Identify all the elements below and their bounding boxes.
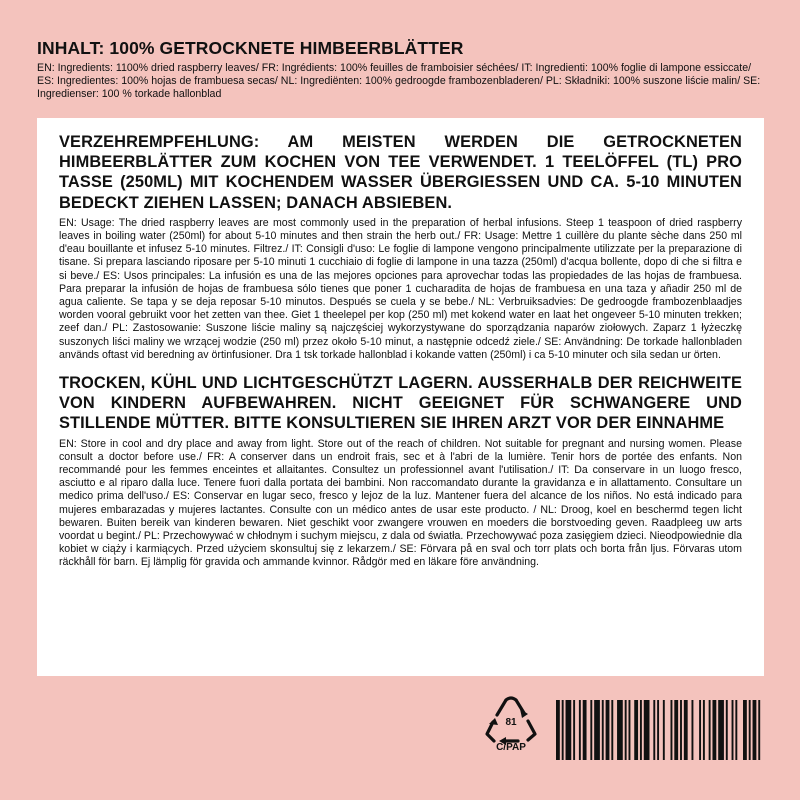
barcode-bar (579, 700, 581, 760)
instructions-card (37, 118, 764, 676)
barcode-bar (625, 700, 627, 760)
barcode-bar (709, 700, 711, 760)
barcode-bar (732, 700, 734, 760)
barcode-bar (611, 700, 613, 760)
barcode-bar (684, 700, 688, 760)
barcode-bar (634, 700, 638, 760)
barcode-bar (594, 700, 600, 760)
barcode-bar (644, 700, 650, 760)
usage-heading: VERZEHREMPFEHLUNG: AM MEISTEN WERDEN DIE GETROCKNETEN HIMBEERBLÄTTER ZUM KOCHEN VON TEE VERWENDET. 1 TEELÖFFEL (TL) PRO TASSE (250ML) MIT KOCHENDEM WASSER ÜBERGIESSEN UND CA. 5-10 MINUTEN BEDECKT ZIEHEN LASSEN; DANACH ABSIEBEN. (59, 133, 742, 212)
barcode-bar (653, 700, 655, 760)
barcode-bar (671, 700, 673, 760)
barcode-bar (602, 700, 604, 760)
barcode-bar (735, 700, 737, 760)
barcode-bar (749, 700, 751, 760)
ingredients-translations: EN: Ingredients: 1100% dried raspberry leaves/ FR: Ingrédients: 100% feuilles de framboisier séchées/ IT: Ingredienti: 100% foglie di lampone essiccate/ ES: Ingredientes: 100% hojas de frambuesa secas/ NL: Ingrediënten: 100% gedroogde frambozenbladeren/ PL: Składniki: 100% suszone liście malin/ SE: Ingredienser: 100 % torkade hallonblad (37, 62, 761, 101)
ingredients-title: INHALT: 100% GETROCKNETE HIMBEERBLÄTTER (37, 38, 464, 58)
usage-translations: EN: Usage: The dried raspberry leaves are most commonly used in the preparation of herbal infusions. Steep 1 teaspoon of dried raspberry leaves in boiling water (250ml) for about 5-10 minutes and then strain the herb out./ FR: Usage: Mettre 1 cuillère du plante sèche dans 250 ml d'eau bouillante et infusez 5-10 minutes. Filtrez./ IT: Consigli d'uso: Le foglie di lampone vengono principalmente utilizzate per la preparazione di tisane. Si prepara lasciando riposare per 5-10 minuti 1 cucchiaio di foglie di lampone in una tazza (250ml) d'acqua bollente, dopo di che si filtra e si beve./ ES: Usos principales: La infusión es una de las mejores opciones para aprovechar todas las propiedades de las hojas de frambuesa. Para preparar la infusión de hojas de frambuesa sólo tienes que poner 1 cucharadita de hojas de frambuesa en una taza y añadir 250 ml de agua caliente. Se tapa y se deja reposar 5-10 minutos. Después se cuela y se bebe./ NL: Verbruiksadvies: De gedroogde frambozenblaadjes worden vooral gebruikt voor het zetten van thee. Giet 1 theelepel per kop (250 ml) met kokend water en laat het ongeveer 5-10 minuten trekken; zeef dan./ PL: Zastosowanie: Suszone liście maliny są najczęściej wykorzystywane do sporządzania naparów ziołowych. Zaparz 1 łyżeczkę suszonych liści maliny we wrzącej wodzie (250 ml) przez około 5-10 minut, a następnie odcedź ziele./ SE: Användning: De torkade hallonbladen används oftast vid beredning av örtinfusioner. Dra 1 tsk torkade hallonblad i kokande vatten (250ml) i ca 5-10 minuter och sila sedan ur örten. (59, 216, 742, 361)
barcode-bar (674, 700, 678, 760)
storage-translations: EN: Store in cool and dry place and away from light. Store out of the reach of children. Not suitable for pregnant and nursing women. Please consult a doctor before use./ FR: A conserver dans un endroit frais, sec et à l'abri de la lumière. Tenir hors de portée des enfants. Non recommandé pour les femmes enceintes et allaitantes. Consultez un professionnel avant l'utilisation./ IT: Da conservare in un luogo fresco, asciutto e al riparo dalla luce. Tenere fuori dalla portata dei bambini. Non raccomandato durante la gravidanza e in allattamento. Consultare un medico prima dell'uso./ ES: Conservar en lugar seco, fresco y lejoz de la luz. Mantener fuera del alcance de los niños. No está indicado para mujeres embarazadas y mujeres lactantes. Consulte con un médico antes de usar este producto. / NL: Droog, koel en beschermd tegen licht bewaren. Buiten bereik van kinderen bewaren. Niet geschikt voor zwangere vrouwen en moeders die borstvoeding geven. Raadpleeg uw arts voordat u begint./ PL: Przechowywać w chłodnym i suchym miejscu, z dala od światła. Przechowywać poza zasięgiem dzieci. Nieodpowiednie dla kobiet w ciąży i karmiących. Przed użyciem skonsultuj się z lekarzem./ SE: Förvara på en sval och torr plats och borta från ljus. Förvaras utom räckhåll för barn. Ej lämplig för gravida och ammande kvinnor. Rådgör med en läkare före användning. (59, 437, 742, 569)
barcode-bar (712, 700, 716, 760)
recycle-number: 81 (505, 717, 517, 728)
barcode-bar (617, 700, 623, 760)
barcode-bar (718, 700, 724, 760)
barcode-bar (562, 700, 564, 760)
barcode-bar (743, 700, 747, 760)
barcode-bar (753, 700, 757, 760)
barcode-bar (680, 700, 682, 760)
barcode-bar (566, 700, 572, 760)
barcode-bar (606, 700, 610, 760)
barcode-bar (629, 700, 631, 760)
barcode-bar (758, 700, 760, 760)
storage-heading: TROCKEN, KÜHL UND LICHTGESCHÜTZT LAGERN. AUSSERHALB DER REICHWEITE VON KINDERN AUFBEWAHREN. NICHT GEEIGNET FÜR SCHWANGERE UND STILLENDE MÜTTER. BITTE KONSULTIEREN SIE IHREN ARZT VOR DER EINNAHME (59, 374, 742, 433)
barcode-bar (556, 700, 560, 760)
recycle-code: C/PAP (496, 742, 526, 753)
barcode-bar (657, 700, 659, 760)
barcode-bar (691, 700, 693, 760)
barcode-bar (699, 700, 701, 760)
barcode-bar (703, 700, 705, 760)
barcode-bar (583, 700, 587, 760)
barcode-bar (663, 700, 665, 760)
barcode-icon (556, 700, 764, 760)
barcode-bar (590, 700, 592, 760)
ingredients-header (37, 38, 765, 102)
barcode-bar (726, 700, 728, 760)
barcode-bar (640, 700, 642, 760)
barcode-bar (573, 700, 575, 760)
